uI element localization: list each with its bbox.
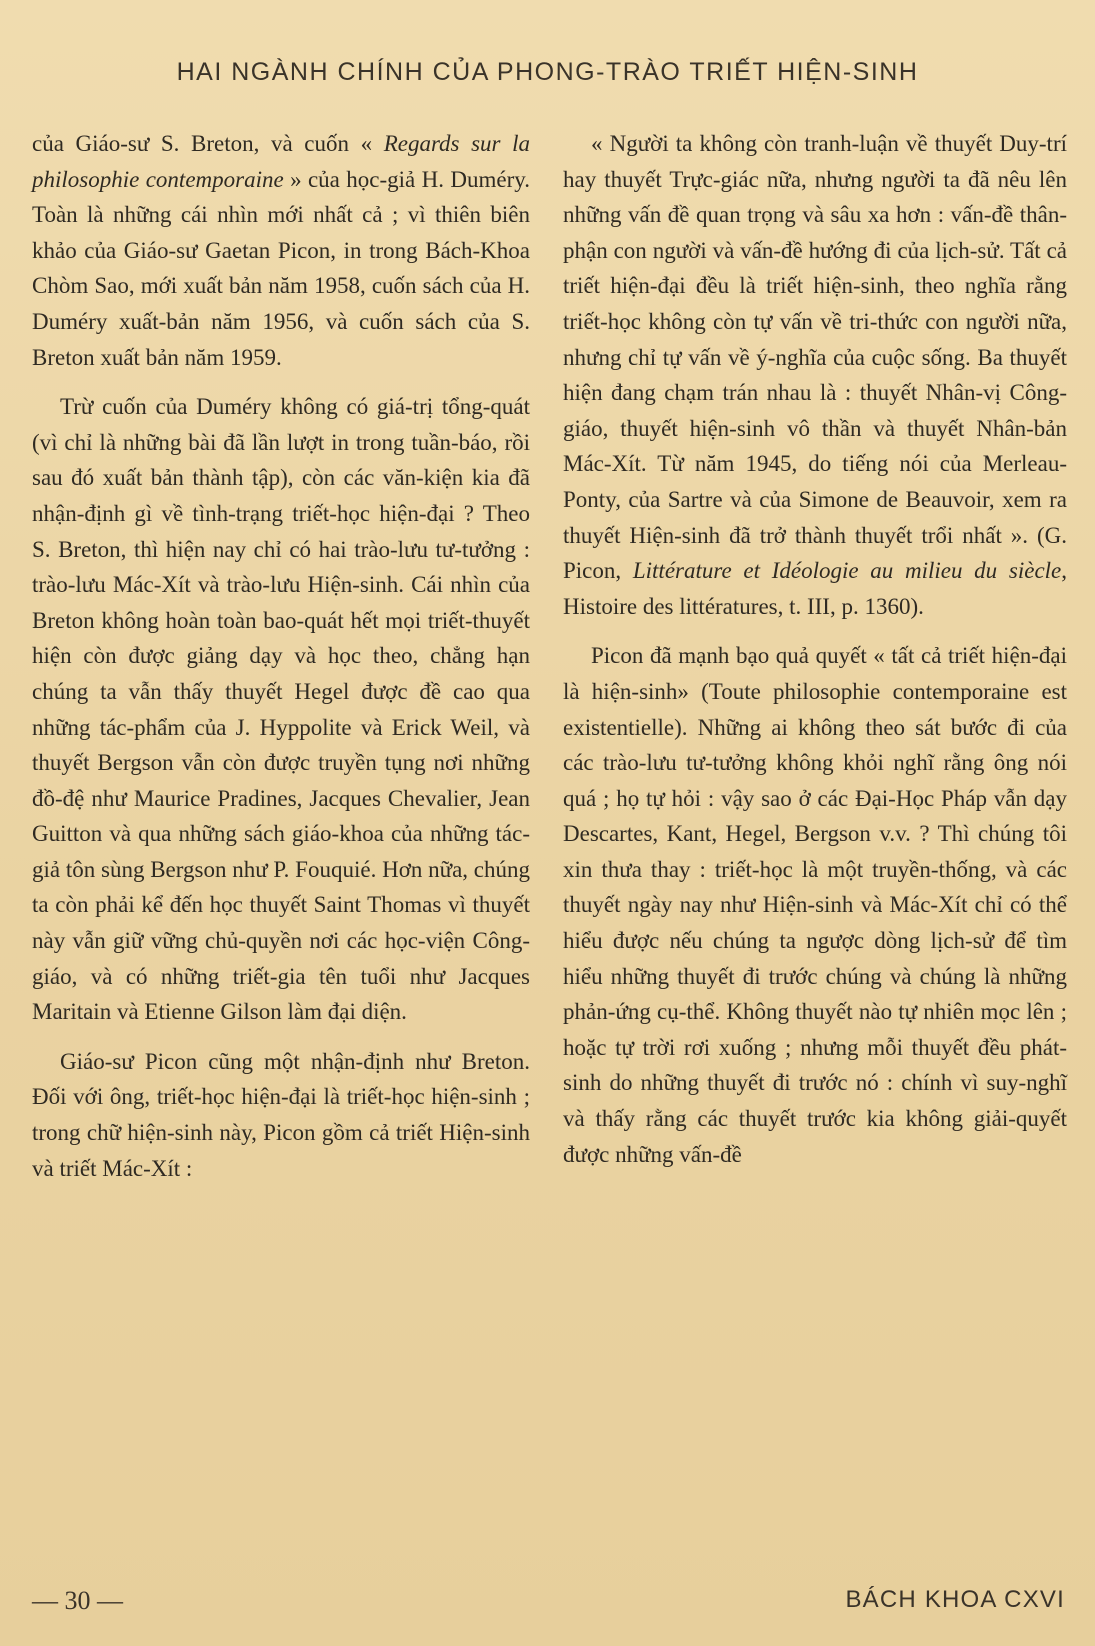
text-run: » của học-giả H. Duméry. Toàn là những cái nhìn mới nhất cả ; vì thiên biên khảo của Giáo-sư Gaetan Picon, in trong Bách-Khoa Chòm Sao, mới xuất bản năm 1958, cuốn sách của H. Duméry xuất-bản năm 1956, và cuốn sách của S. Breton xuất bản năm 1959. <box>32 166 530 370</box>
text-run: , Histoire des littératures, t. III, p. 1360). <box>563 558 1067 619</box>
right-column <box>563 126 1067 1172</box>
paragraph: Giáo-sư Picon cũng một nhận-định như Breton. Đối với ông, triết-học hiện-đại là triết-học hiện-sinh ; trong chữ hiện-sinh này, Picon gồm cả triết Hiện-sinh và triết Mác-Xít : <box>32 1048 530 1181</box>
book-title: Littérature et Idéologie au milieu du siècle <box>632 558 1062 584</box>
text-run: của Giáo-sư S. Breton, và cuốn « <box>32 131 384 156</box>
publication-name: BÁCH KHOA CXVI <box>845 1586 1065 1613</box>
book-title: Regards sur la philosophie contemporaine <box>32 131 530 192</box>
text-run: « Người ta không còn tranh-luận về thuyết Duy-trí hay thuyết Trực-giác nữa, nhưng người ta đã nêu lên những vấn đề quan trọng và sâu xa hơn : vấn-đề thân-phận con người và vấn-đề hướng đi của lịch-sử. Tất cả triết hiện-đại đều là triết hiện-sinh, theo nghĩa rằng triết-học không còn tự vấn về tri-thức con người nữa, nhưng chỉ tự vấn về ý-nghĩa của cuộc sống. Ba thuyết hiện đang chạm trán nhau là : thuyết Nhân-vị Công-giáo, thuyết hiện-sinh vô thần và thuyết Nhân-bản Mác-Xít. Từ năm 1945, do tiếng nói của Merleau-Ponty, của Sartre và của Simone de Beauvoir, xem ra thuyết Hiện-sinh đã trở thành thuyết trổi nhất ». (G. Picon, <box>563 131 1067 584</box>
left-column <box>32 126 530 1186</box>
running-header: HAI NGÀNH CHÍNH CỦA PHONG-TRÀO TRIẾT HIỆN-SINH <box>176 58 919 86</box>
paragraph: Trừ cuốn của Duméry không có giá-trị tổng-quát (vì chỉ là những bài đã lần lượt in trong tuần-báo, rồi sau đó xuất bản thành tập), còn các văn-kiện kia đã nhận-định gì về tình-trạng triết-học hiện-đại ? Theo S. Breton, thì hiện nay chỉ có hai trào-lưu tư-tưởng : trào-lưu Mác-Xít và trào-lưu Hiện-sinh. Cái nhìn của Breton không hoàn toàn bao-quát hết mọi triết-thuyết hiện còn được giảng dạy và học theo, chẳng hạn chúng ta vẫn thấy thuyết Hegel được đề cao qua những tác-phẩm của J. Hyppolite và Erick Weil, và thuyết Bergson vẫn còn được truyền tụng nơi những đồ-đệ như Maurice Pradines, Jacques Chevalier, Jean Guitton và qua những sách giáo-khoa của những tác-giả tôn sùng Bergson như P. Fouquié. Hơn nữa, chúng ta còn phải kể đến học thuyết Saint Thomas vì thuyết này vẫn giữ vững chủ-quyền nơi các học-viện Công-giáo, và có những triết-gia tên tuổi như Jacques Maritain và Etienne Gilson làm đại diện. <box>32 394 530 1025</box>
paragraph <box>32 126 530 375</box>
paragraph: Picon đã mạnh bạo quả quyết « tất cả triết hiện-đại là hiện-sinh» (Toute philosophie contemporaine est existentielle). Những ai không theo sát bước đi của các trào-lưu tư-tưởng không khỏi nghĩ rằng ông nói quá ; họ tự hỏi : vậy sao ở các Đại-Học Pháp vẫn dạy Descartes, Kant, Hegel, Bergson v.v. ? Thì chúng tôi xin thưa thay : triết-học là một truyền-thống, và các thuyết ngày nay như Hiện-sinh và Mác-Xít chỉ có thể hiểu được nếu chúng ta ngược dòng lịch-sử để tìm hiểu những thuyết đi trước chúng và chúng là những phản-ứng cụ-thể. Không thuyết nào tự nhiên mọc lên ; hoặc tự trời rơi xuống ; nhưng mỗi thuyết đều phát-sinh do những thuyết đi trước nó : chính vì suy-nghĩ và thấy rằng các thuyết trước kia không giải-quyết được những vấn-đề <box>563 643 1067 1167</box>
page-number: — 30 — <box>32 1586 123 1615</box>
quotation <box>563 126 1067 624</box>
